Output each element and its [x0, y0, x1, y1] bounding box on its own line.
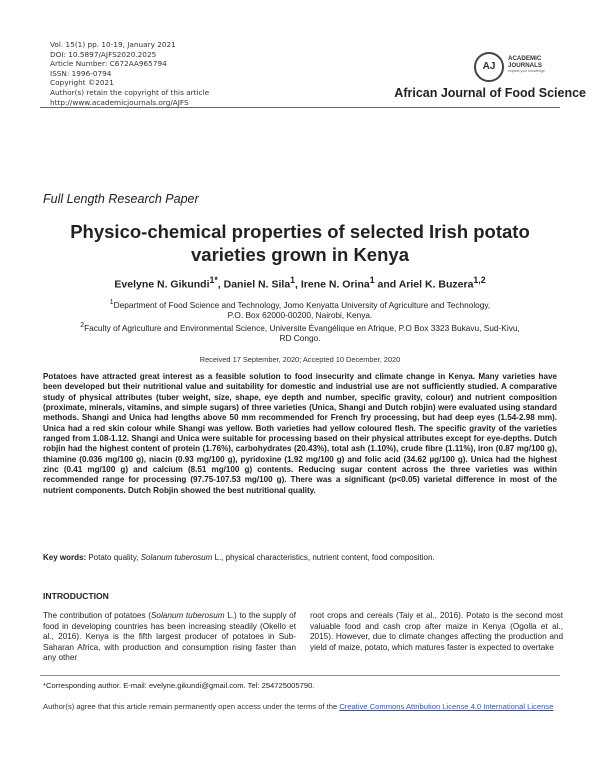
corresponding-author-footnote: *Corresponding author. E-mail: evelyne.gikundi@gmail.com. Tel: 254725005790.: [43, 681, 315, 690]
journal-name: African Journal of Food Science: [394, 86, 586, 100]
abstract: Potatoes have attracted great interest as a feasible solution to food insecurity and climate change in Kenya. Many varieties have been developed but their nutritional value and suitability for domestic and industrial use are not sufficiently studied. A comparative study of physical attributes (tuber weight, size, shape, eye depth and number, specific gravity, colour) and nutrient composition (proximate, minerals, vitamins, and simple sugars) of three varieties (Unica, Shangi and Dutch robjin) were evaluated using standard methods. Shangi and Unica had lengths above 50 mm recommended for French fry processing, but had deep eyes (1.54-2.98 mm). Unica had a red skin colour while Shangi was yellow. Both varieties had yellow coloured flesh. The specific gravity of the varieties ranged from 1.08-1.12. Shangi and Unica were suitable for processing based on their physical attributes except for eye-depths. Dutch robjin had the highest content of protein (1.76%), carbohydrates (20.43%), total ash (1.10%), crude fibre (1.11%), iron (0.87 mg/100 g), thiamine (0.036 mg/100 g), niacin (0.93 mg/100 g), pyridoxine (1.92 mg/100 g) and folic acid (34.62 µg/100 g). Unica had the highest zinc (0.41 mg/100 g) and calcium (8.51 mg/100 g) contents. Reducing sugar content across the three varieties was within recommended range for processing (97.75-107.53 mg/100 g). There was a significant (p<0.05) varietal difference in most of the nutrient components. Dutch Robjin showed the best nutritional quality.: [43, 372, 557, 495]
keywords-text-after: L., physical characteristics, nutrient content, food composition.: [212, 553, 435, 562]
keywords-text-before: Potato quality,: [86, 553, 141, 562]
author-list: Evelyne N. Gikundi$^{1*}$, Daniel N. Sila$^1$, Irene N. Orina$^1$ and Ariel K. Buzera$^{1,2}$: [114, 275, 486, 291]
paper-title: Physico-chemical properties of selected Irish potato varieties grown in Kenya: [70, 221, 530, 265]
affiliation-1: $^1$Department of Food Science and Technology, Jomo Kenyatta University of Agriculture and Technology, P.O. Box 62000-00200, Nairobi, Kenya.: [109, 299, 491, 321]
intro-left-text-2: L.) to the supply of food in developing countries has been increasing steadily (Okello et al., 2016). Kenya is the fifth largest producer of potatoes in Sub-Saharan Africa, with production and consumption rising faster than any other: [43, 611, 296, 663]
keywords-label: Key words:: [43, 553, 87, 562]
logo-line1: ACADEMIC: [508, 55, 542, 62]
intro-left-species: Solanum tuberosum: [150, 611, 225, 620]
meta-url[interactable]: http://www.academicjournals.org/AJFS: [50, 97, 189, 107]
publisher-logo: [474, 52, 586, 82]
logo-wordmark: [508, 55, 542, 69]
section-heading-introduction: INTRODUCTION: [43, 591, 109, 601]
intro-left-column: [43, 611, 296, 664]
logo-line2: JOURNALS: [508, 62, 543, 69]
meta-volume: Vol. 15(1) pp. 10-19, January 2021: [50, 40, 176, 49]
footnote-divider: [40, 675, 560, 676]
aj-logo-icon: AJ: [474, 52, 504, 82]
intro-right-column: root crops and cereals (Taiy et al., 2016). Potato is the second most valuable food and cash crop after maize in Kenya (Ogolla et al., 2015). However, due to climate changes affecting the production and yield of maize, potato, which matures faster is expected to overtake: [310, 611, 563, 652]
intro-left-text-1: The contribution of potatoes (: [43, 611, 151, 620]
meta-article-number: Article Number: C672AA965794: [50, 59, 167, 69]
keywords: [43, 553, 557, 562]
received-accepted-dates: Received 17 September, 2020; Accepted 10 December, 2020: [199, 355, 401, 364]
license-link[interactable]: Creative Commons Attribution License 4.0 International License: [339, 702, 554, 711]
paper-type: Full Length Research Paper: [43, 192, 199, 206]
logo-tagline: expand your knowledge: [508, 69, 545, 73]
meta-issn: ISSN: 1996-0794: [50, 68, 112, 78]
article-meta: [50, 40, 209, 107]
meta-rights: Author(s) retain the copyright of this article: [50, 87, 210, 97]
keywords-species: Solanum tuberosum: [140, 553, 213, 562]
license-statement: [43, 702, 557, 712]
license-text: Author(s) agree that this article remain permanently open access under the terms of the: [43, 702, 340, 711]
meta-doi: DOI: 10.5897/AJFS2020.2025: [50, 49, 157, 59]
meta-copyright: Copyright ©2021: [50, 78, 114, 88]
header-divider: [40, 107, 560, 108]
affiliation-2: $^2$Faculty of Agriculture and Environmental Science, Universite Évangélique en Afrique, P.O Box 3323 Bukavu, Sud-Kivu, RD Congo.: [80, 322, 520, 344]
